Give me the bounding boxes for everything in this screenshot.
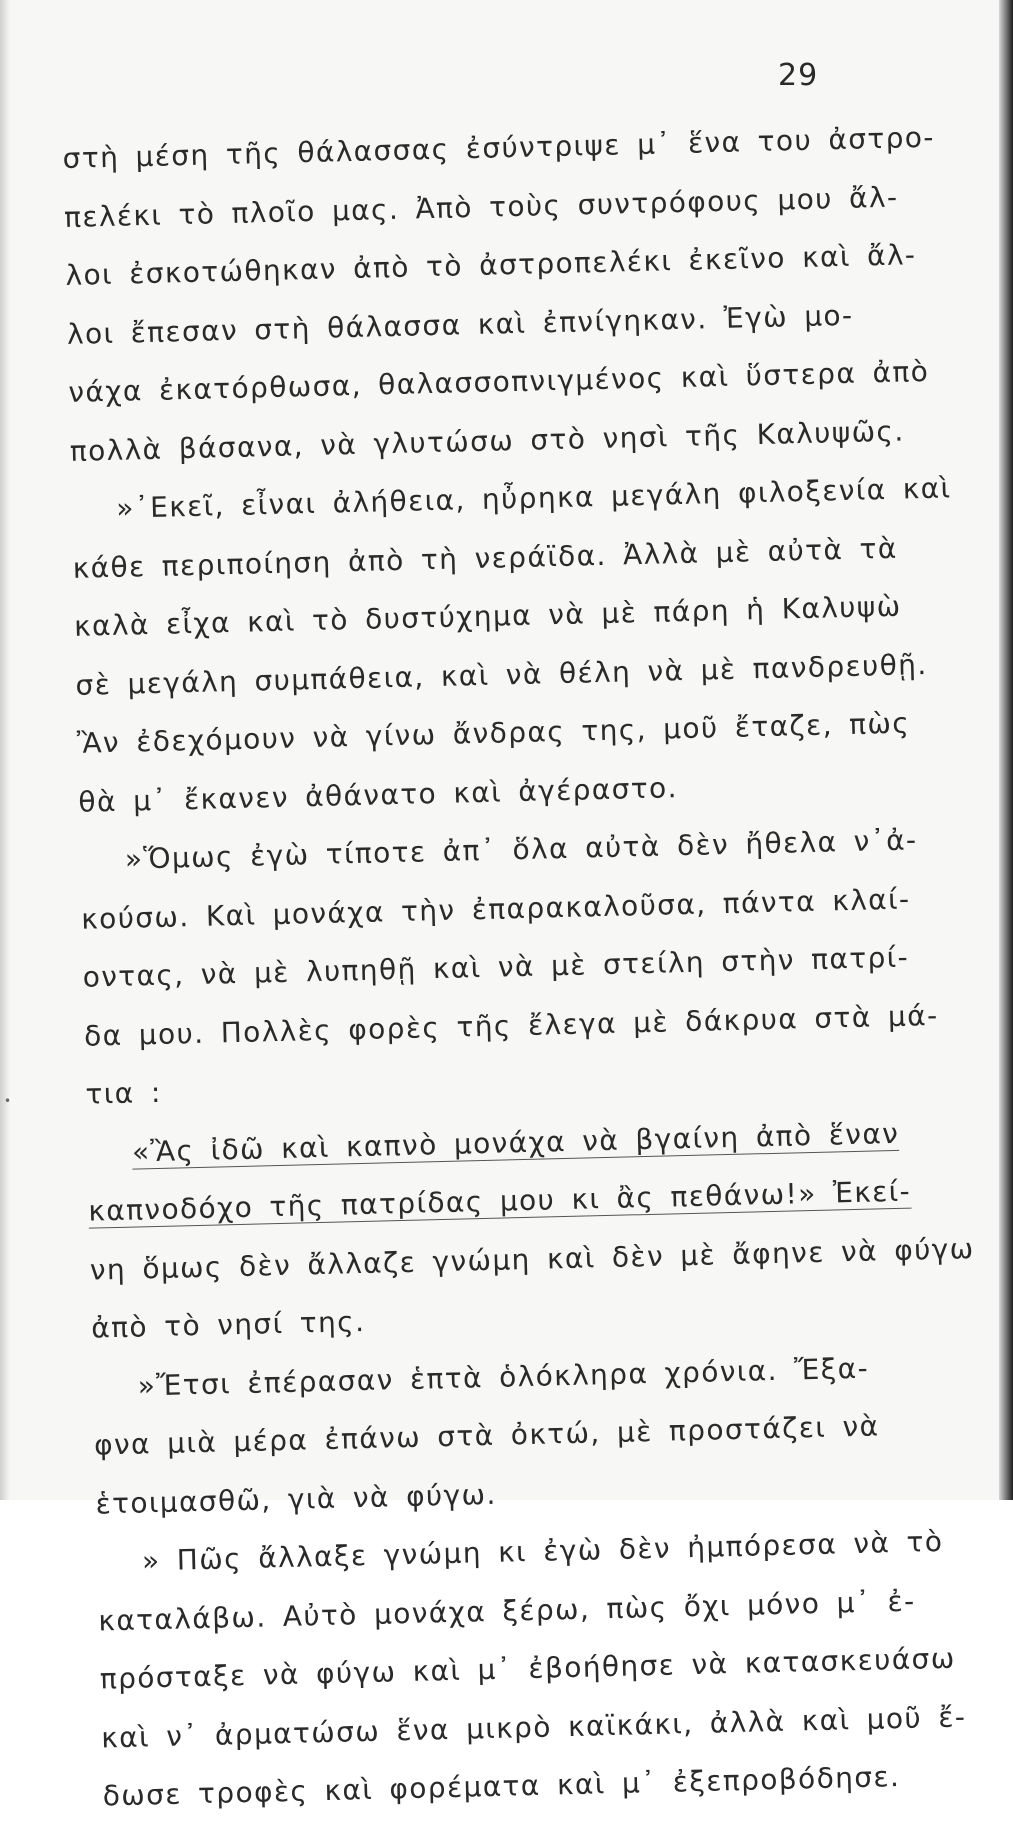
text-line: πρόσταξε νὰ φύγω καὶ μ᾿ ἐβοήθησε νὰ κατασκευάσω: [99, 1641, 956, 1696]
page-right-edge-shadow: [999, 0, 1013, 1500]
text-line: ἑτοιμασθῶ, γιὰ νὰ φύγω.: [95, 1477, 498, 1521]
text-line: καλὰ εἶχα καὶ τὸ δυστύχημα νὰ μὲ πάρη ἡ Καλυψὼ: [73, 589, 902, 643]
paragraph-start-line: »Ὅμως ἐγὼ τίποτε ἀπ᾿ ὅλα αὐτὰ δὲν ἤθελα ν᾿ἀ-: [124, 823, 918, 876]
paragraph-start-line: »᾿Εκεῖ, εἶναι ἀλήθεια, ηὖρηκα μεγάλη φιλοξενία καὶ: [115, 471, 952, 525]
body-text: [62, 110, 975, 1826]
text-line: καταλάβω. Αὐτὸ μονάχα ξέρω, πὼς ὄχι μόνο μ᾿ ἐ-: [98, 1584, 916, 1638]
text-line: Ἂν ἐδεχόμουν νὰ γίνω ἄνδρας της, μοῦ ἔταζε, πὼς: [76, 706, 911, 760]
text-line: θὰ μ᾿ ἔκανεν ἀθάνατο καὶ ἀγέραστο.: [78, 770, 679, 819]
page-left-shadow: [0, 0, 10, 1500]
text-line: οντας, νὰ μὲ λυπηθῇ καὶ νὰ μὲ στείλη στὴν πατρί-: [82, 940, 910, 994]
paragraph-start-line: » Πῶς ἄλλαξε γνώμη κι ἐγὼ δὲν ἠμπόρεσα νὰ τὸ: [141, 1524, 944, 1578]
text-line: τια :: [85, 1075, 163, 1111]
text-line: φνα μιὰ μέρα ἐπάνω στὰ ὀκτώ, μὲ προστάζει νὰ: [93, 1409, 880, 1462]
text-line: καὶ ν᾿ ἀρματώσω ἕνα μικρὸ καϊκάκι, ἀλλὰ καὶ μοῦ ἔ-: [100, 1699, 967, 1755]
text-line: νάχα ἐκατόρθωσα, θαλασσοπνιγμένος καὶ ὕστερα ἀπὸ: [68, 354, 930, 409]
text-line: πολλὰ βάσανα, νὰ γλυτώσω στὸ νησὶ τῆς Καλυψῶς.: [69, 414, 905, 468]
text-line: πελέκι τὸ πλοῖο μας. Ἀπὸ τοὺς συντρόφους μου ἄλ-: [63, 180, 899, 234]
text-line: δωσε τροφὲς καὶ φορέματα καὶ μ᾿ ἐξεπροβόδησε.: [102, 1760, 901, 1813]
paragraph-start-line: »Ἔτσι ἐπέρασαν ἑπτὰ ὁλόκληρα χρόνια. Ἔξα-: [137, 1351, 870, 1403]
text-line: δα μου. Πολλὲς φορὲς τῆς ἔλεγα μὲ δάκρυα στὰ μά-: [83, 998, 939, 1053]
text-line: λοι ἐσκοτώθηκαν ἀπὸ τὸ ἀστροπελέκι ἐκεῖνο καὶ ἄλ-: [65, 238, 917, 292]
text-line: κούσω. Καὶ μονάχα τὴν ἐπαρακαλοῦσα, πάντα κλαί-: [80, 882, 911, 936]
page-number: 29: [778, 58, 819, 93]
underlined-quote: καπνοδόχο τῆς πατρίδας μου κι ἂς πεθάνω!» Ἐκεί-: [88, 1174, 912, 1228]
text-line: λοι ἔπεσαν στὴ θάλασσα καὶ ἐπνίγηκαν. Ἐγὼ μο-: [66, 298, 854, 351]
text-line: ἀπὸ τὸ νησί της.: [90, 1304, 366, 1345]
underlined-quote: «Ἂς ἰδῶ καὶ καπνὸ μονάχα νὰ βγαίνη ἀπὸ ἕναν: [131, 1116, 900, 1169]
text-line: νη ὅμως δὲν ἄλλαζε γνώμη καὶ δὲν μὲ ἄφηνε νὰ φύγω: [89, 1231, 975, 1287]
text-line: σὲ μεγάλη συμπάθεια, καὶ νὰ θέλη νὰ μὲ πανδρευθῇ.: [75, 647, 929, 702]
margin-dot: •: [4, 1094, 12, 1108]
text-line: κάθε περιποίηση ἀπὸ τὴ νεράϊδα. Ἀλλὰ μὲ αὐτὰ τὰ: [72, 531, 899, 585]
text-line: στὴ μέση τῆς θάλασσας ἐσύντριψε μ᾿ ἕνα του ἀστρο-: [62, 120, 936, 175]
